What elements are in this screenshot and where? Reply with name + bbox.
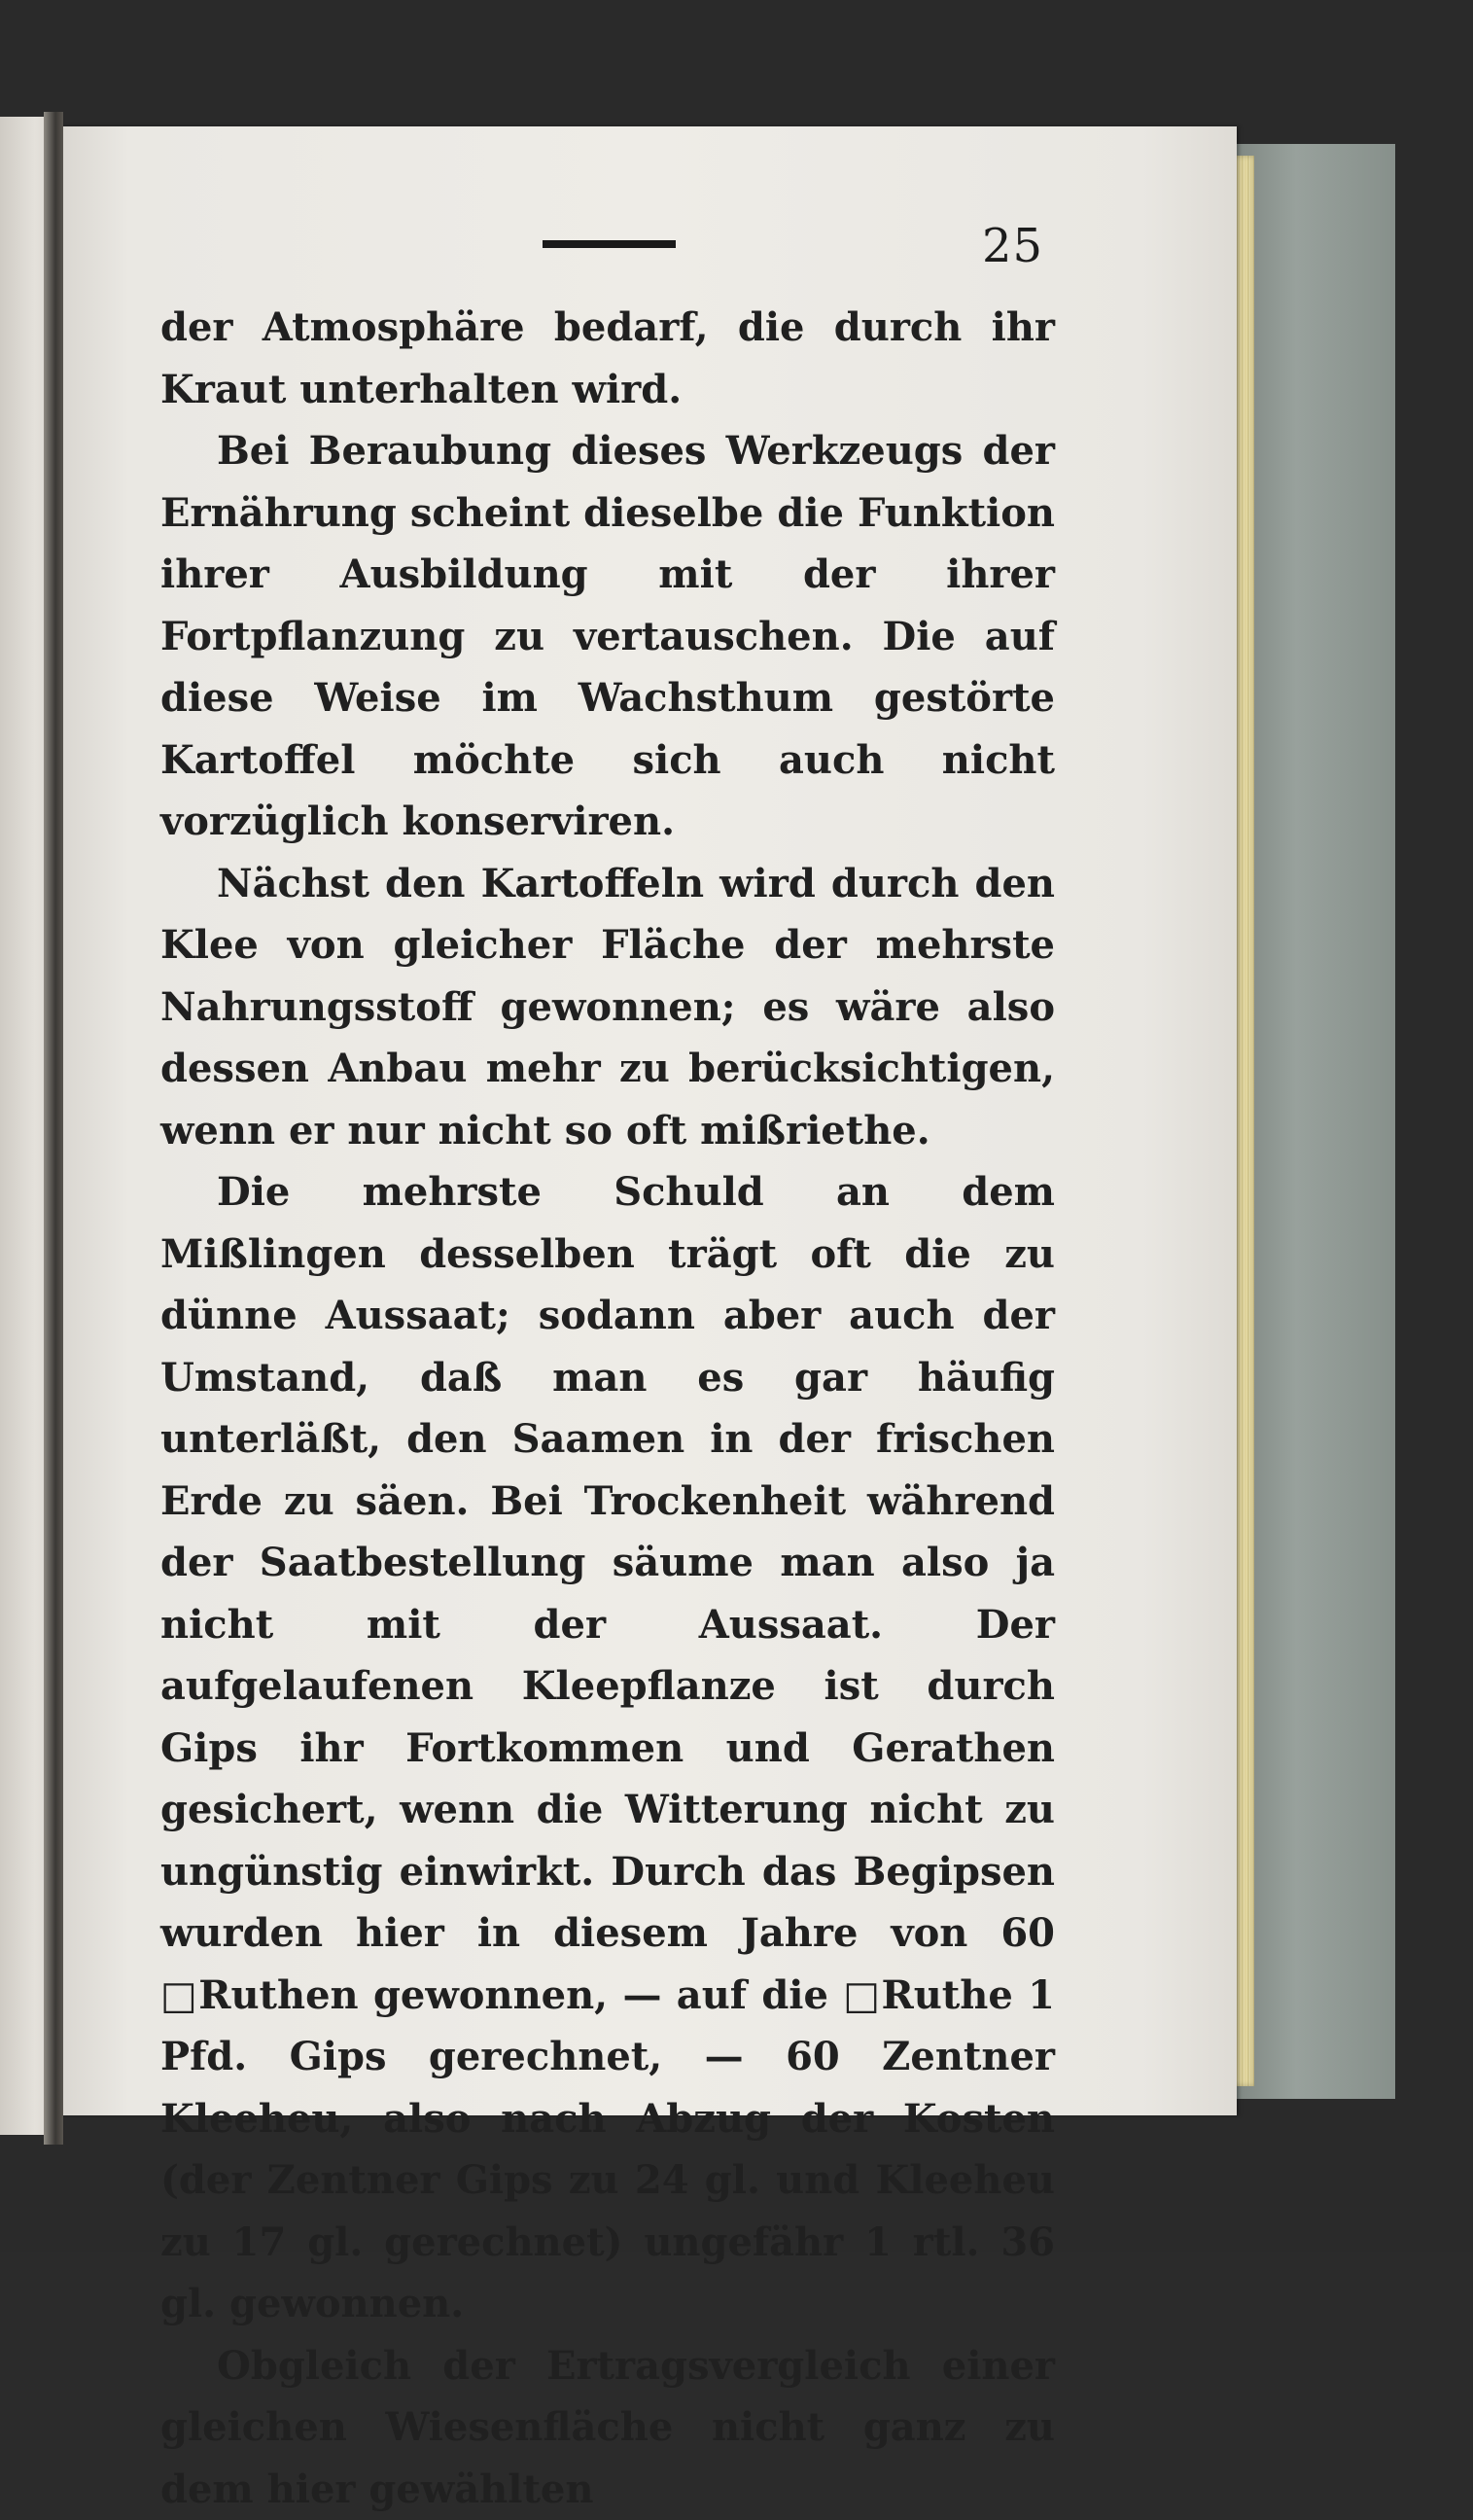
paragraph: Die mehrste Schuld an dem Mißlingen desselben trägt oft die zu dünne Aussaat; sodann aber auch der Umstand, daß man es gar häufig unterläßt, den Saamen in der frischen Erde zu säen. Bei Trockenheit während der Saatbestellung säume man also ja nicht mit der Aussaat. Der aufgelaufenen Kleepflanze ist durch Gips ihr Fortkommen und Gerathen gesichert, wenn die Witterung nicht zu ungünstig einwirkt. Durch das Begipsen wurden hier in diesem Jahre von 60 □Ruthen gewonnen, — auf die □Ruthe 1 Pfd. Gips gerechnet, — 60 Zentner Kleeheu, also nach Abzug der Kosten (der Zentner Gips zu 24 gl. und Kleeheu zu 17 gl. gerechnet) ungefähr 1 rtl. 36 gl. gewonnen. [160,1161,1055,2335]
book-cover-edge [1230,144,1395,2099]
page-body-text [160,297,1055,2520]
book-page [58,126,1237,2115]
book-gutter [44,112,63,2145]
paragraph: Obgleich der Ertragsvergleich einer gleichen Wiesenfläche nicht ganz zu dem hier gewählten [160,2335,1055,2520]
page-number: 25 [982,219,1043,273]
paragraph: Bei Beraubung dieses Werkzeugs der Ernährung scheint dieselbe die Funktion ihrer Ausbildung mit der ihrer Fortpflanzung zu vertauschen. Die auf diese Weise im Wachsthum gestörte Kartoffel möchte sich auch nicht vorzüglich konserviren. [160,420,1055,853]
header-rule [543,240,676,248]
paragraph: Nächst den Kartoffeln wird durch den Klee von gleicher Fläche der mehrste Nahrungsstoff gewonnen; es wäre also dessen Anbau mehr zu berücksichtigen, wenn er nur nicht so oft mißriethe. [160,853,1055,1162]
paragraph: der Atmosphäre bedarf, die durch ihr Kraut unterhalten wird. [160,297,1055,420]
